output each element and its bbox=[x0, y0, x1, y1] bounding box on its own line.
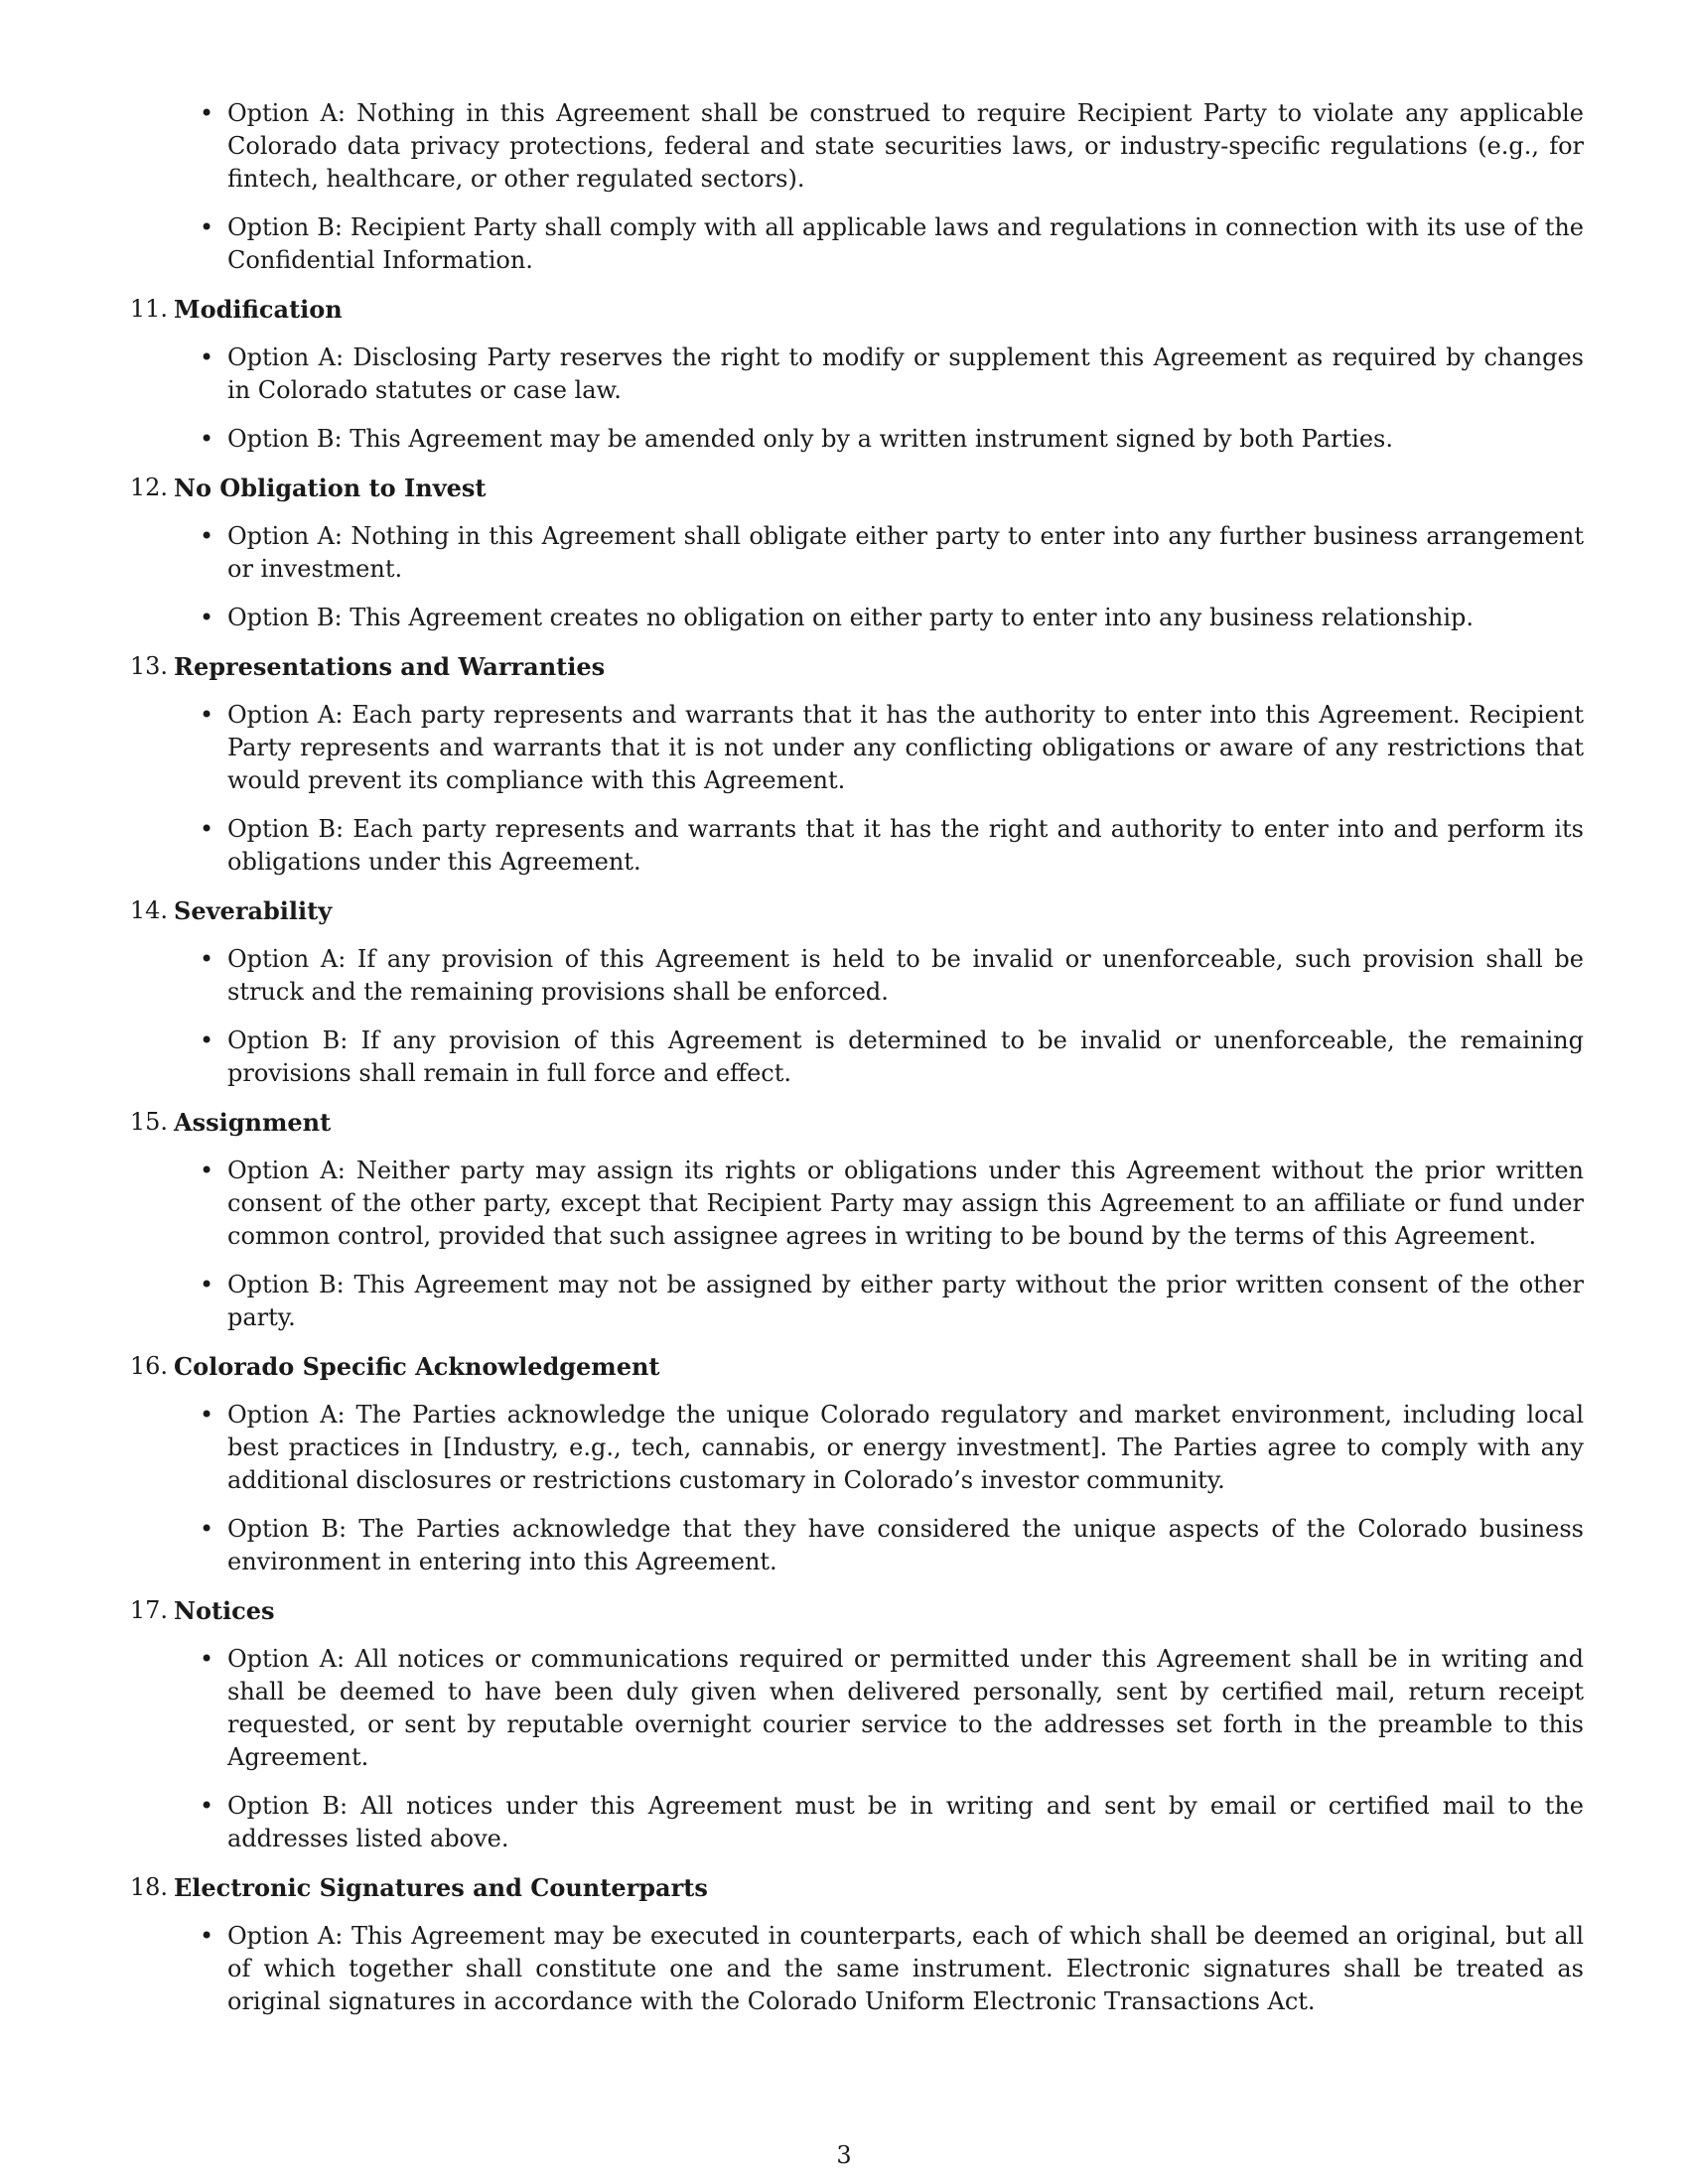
section-number: 11. bbox=[129, 295, 168, 323]
section-heading bbox=[114, 650, 1584, 683]
section-notices bbox=[114, 1594, 1584, 1855]
list-item: • Option B: All notices under this Agreement must be in writing and sent by email or certified mail to the addresses listed above. bbox=[114, 1790, 1584, 1855]
section-colorado-specific-acknowledgement bbox=[114, 1350, 1584, 1578]
section-electronic-signatures-and-counterparts bbox=[114, 1871, 1584, 2018]
section-heading bbox=[114, 1594, 1584, 1627]
section-title: Electronic Signatures and Counterparts bbox=[174, 1873, 708, 1902]
section-title: Severability bbox=[174, 896, 333, 925]
section-number: 17. bbox=[129, 1596, 168, 1624]
list-item: • Option B: If any provision of this Agreement is determined to be invalid or unenforceable, the remaining provisions shall remain in full force and effect. bbox=[114, 1024, 1584, 1090]
list-item: • Option A: Nothing in this Agreement shall obligate either party to enter into any further business arrangement or investment. bbox=[114, 520, 1584, 586]
options-list bbox=[114, 699, 1584, 879]
list-item: • Option B: Recipient Party shall comply with all applicable laws and regulations in connection with its use of the Confidential Information. bbox=[114, 211, 1584, 277]
list-item: • Option A: All notices or communications required or permitted under this Agreement shall be in writing and shall be deemed to have been duly given when delivered personally, sent by certified mail, return receipt requested, or sent by reputable overnight courier service to the addresses set forth in the preamble to this Agreement. bbox=[114, 1643, 1584, 1774]
section-title: Modification bbox=[174, 295, 343, 324]
section-title: Colorado Specific Acknowledgement bbox=[174, 1352, 660, 1381]
page-content bbox=[114, 97, 1584, 2034]
section-title: No Obligation to Invest bbox=[174, 474, 487, 502]
section-heading bbox=[114, 894, 1584, 927]
section-number: 12. bbox=[129, 474, 168, 501]
list-item: • Option A: Each party represents and warrants that it has the authority to enter into this Agreement. Recipient Party represents and warrants that it is not under any conflicting obligations or aware of any restrictions that would prevent its compliance with this Agreement. bbox=[114, 699, 1584, 797]
options-list bbox=[114, 341, 1584, 456]
section-heading bbox=[114, 1350, 1584, 1383]
section-number: 15. bbox=[129, 1108, 168, 1136]
list-item: • Option B: This Agreement may not be assigned by either party without the prior written consent of the other party. bbox=[114, 1269, 1584, 1334]
section-title: Notices bbox=[174, 1596, 275, 1625]
section-assignment bbox=[114, 1106, 1584, 1334]
options-list bbox=[114, 943, 1584, 1090]
section-title: Assignment bbox=[174, 1108, 332, 1137]
list-item: • Option A: Nothing in this Agreement shall be construed to require Recipient Party to violate any applicable Colorado data privacy protections, federal and state securities laws, or industry-specific regulations (e.g., for fintech, healthcare, or other regulated sectors). bbox=[114, 97, 1584, 196]
section-number: 16. bbox=[129, 1352, 168, 1380]
options-list bbox=[114, 520, 1584, 634]
list-item: • Option A: Neither party may assign its rights or obligations under this Agreement without the prior written consent of the other party, except that Recipient Party may assign this Agreement to an affiliate or fund under common control, provided that such assignee agrees in writing to be bound by the terms of this Agreement. bbox=[114, 1155, 1584, 1253]
list-item: • Option A: The Parties acknowledge the unique Colorado regulatory and market environment, including local best practices in [Industry, e.g., tech, cannabis, or energy investment]. The Parties agree to comply with any additional disclosures or restrictions customary in Colorado’s investor community. bbox=[114, 1399, 1584, 1497]
list-item: • Option A: If any provision of this Agreement is held to be invalid or unenforceable, such provision shall be struck and the remaining provisions shall be enforced. bbox=[114, 943, 1584, 1009]
section-title: Representations and Warranties bbox=[174, 652, 606, 681]
section-heading bbox=[114, 472, 1584, 504]
page-number: 3 bbox=[836, 2141, 852, 2169]
section-modification bbox=[114, 293, 1584, 456]
section-severability bbox=[114, 894, 1584, 1090]
section-heading bbox=[114, 1106, 1584, 1139]
list-item: • Option B: This Agreement may be amended only by a written instrument signed by both Parties. bbox=[114, 423, 1584, 456]
options-list bbox=[114, 1920, 1584, 2018]
list-item: • Option B: This Agreement creates no obligation on either party to enter into any business relationship. bbox=[114, 602, 1584, 634]
options-list bbox=[114, 1155, 1584, 1334]
section-number: 13. bbox=[129, 652, 168, 680]
list-item: • Option B: Each party represents and warrants that it has the right and authority to enter into and perform its obligations under this Agreement. bbox=[114, 813, 1584, 879]
continued-options-list bbox=[114, 97, 1584, 277]
section-representations-and-warranties bbox=[114, 650, 1584, 879]
list-item: • Option A: Disclosing Party reserves the right to modify or supplement this Agreement as required by changes in Colorado statutes or case law. bbox=[114, 341, 1584, 407]
section-heading bbox=[114, 293, 1584, 326]
list-item: • Option B: The Parties acknowledge that they have considered the unique aspects of the Colorado business environment in entering into this Agreement. bbox=[114, 1513, 1584, 1578]
section-number: 18. bbox=[129, 1873, 168, 1901]
options-list bbox=[114, 1399, 1584, 1578]
list-item: • Option A: This Agreement may be executed in counterparts, each of which shall be deemed an original, but all of which together shall constitute one and the same instrument. Electronic signatures shall be treated as original signatures in accordance with the Colorado Uniform Electronic Transactions Act. bbox=[114, 1920, 1584, 2018]
options-list bbox=[114, 1643, 1584, 1855]
section-heading bbox=[114, 1871, 1584, 1904]
section-no-obligation-to-invest bbox=[114, 472, 1584, 634]
section-number: 14. bbox=[129, 896, 168, 924]
